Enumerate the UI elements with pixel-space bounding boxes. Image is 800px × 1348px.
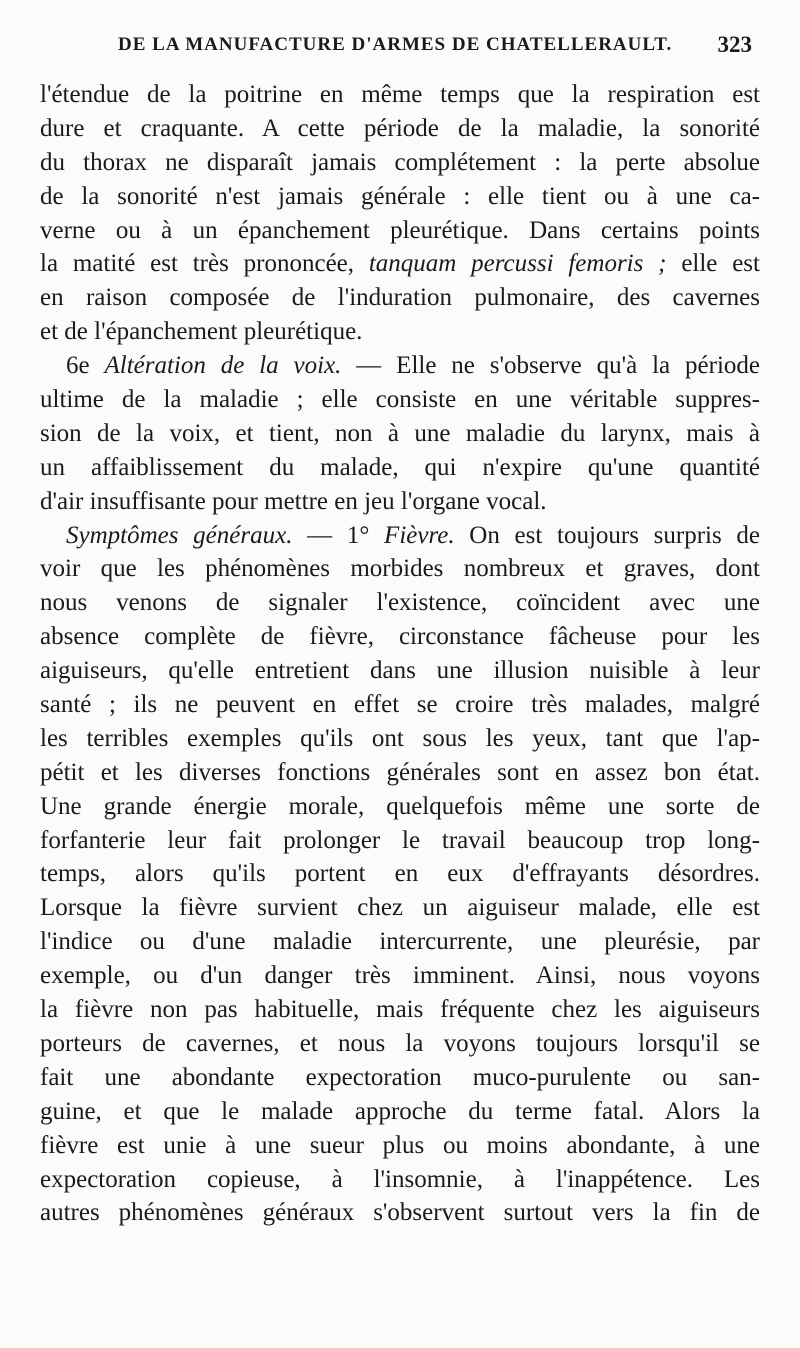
running-title: DE LA MANUFACTURE D'ARMES DE CHATELLERAULT. — [118, 34, 673, 55]
text-line — [40, 857, 760, 891]
text-line — [40, 620, 760, 654]
text-line — [40, 959, 760, 993]
line-text: dure et craquante. A cette période de la maladie, la sonorité — [40, 114, 760, 142]
text-line — [40, 1027, 760, 1061]
line-text: On est toujours surpris de — [454, 521, 760, 549]
text-line — [40, 349, 760, 383]
line-text: sion de la voix, et tient, non à une maladie du larynx, mais à — [40, 419, 760, 447]
text-line — [40, 180, 760, 214]
italic-text: Fièvre. — [384, 521, 455, 549]
line-text: les terribles exemples qu'ils ont sous les yeux, tant que l'ap- — [40, 724, 760, 752]
line-text: fièvre est unie à une sueur plus ou moins abondante, à une — [40, 1131, 760, 1159]
line-text: Lorsque la fièvre survient chez un aiguiseur malade, elle est — [40, 894, 760, 922]
text-line — [40, 1095, 760, 1129]
text-line — [40, 925, 760, 959]
text-line — [40, 824, 760, 858]
line-text: autres phénomènes généraux s'observent surtout vers la fin de — [40, 1199, 760, 1227]
line-text: voir que les phénomènes morbides nombreux et graves, dont — [40, 555, 760, 583]
text-line — [40, 451, 760, 485]
line-text: l'indice ou d'une maladie intercurrente, une pleurésie, par — [40, 928, 760, 956]
text-line — [40, 654, 760, 688]
line-text: la matité est très prononcée, — [40, 250, 369, 278]
line-text: verne ou à un épanchement pleurétique. Dans certains points — [40, 216, 760, 244]
line-text: temps, alors qu'ils portent en eux d'effrayants désordres. — [40, 860, 760, 888]
text-line — [40, 417, 760, 451]
text-line — [40, 485, 760, 519]
line-text: la fièvre non pas habituelle, mais fréquente chez les aiguiseurs — [40, 996, 760, 1024]
line-text: pétit et les diverses fonctions générales sont en assez bon état. — [40, 758, 760, 786]
text-line — [40, 146, 760, 180]
line-text: du thorax ne disparaît jamais complétement : la perte absolue — [40, 148, 760, 176]
line-text: absence complète de fièvre, circonstance fâcheuse pour les — [40, 623, 760, 651]
line-text: l'étendue de la poitrine en même temps que la respiration est — [40, 81, 760, 108]
line-text: expectoration copieuse, à l'insomnie, à l'inappétence. Les — [40, 1165, 760, 1193]
text-line — [40, 1129, 760, 1163]
text-line — [40, 112, 760, 146]
text-line — [40, 315, 760, 349]
page-number: 323 — [717, 32, 752, 57]
text-line — [40, 383, 760, 417]
line-text: — Elle ne s'observe qu'à la période — [341, 352, 760, 380]
text-line — [40, 247, 760, 281]
body-text — [40, 78, 760, 1230]
text-line — [40, 1196, 760, 1230]
text-line — [40, 586, 760, 620]
text-line — [40, 756, 760, 790]
italic-text: Altération de la voix. — [104, 352, 342, 380]
italic-text: Symptômes généraux. — [66, 521, 293, 549]
line-text: elle est — [666, 250, 760, 278]
line-text: fait une abondante expectoration muco-purulente ou san- — [40, 1063, 760, 1091]
text-line — [40, 519, 760, 553]
text-line — [40, 1163, 760, 1197]
text-line — [40, 891, 760, 925]
line-text: un affaiblissement du malade, qui n'expire qu'une quantité — [40, 453, 760, 481]
text-line — [40, 993, 760, 1027]
line-text: 6e — [66, 352, 105, 380]
line-text: et de l'épanchement pleurétique. — [40, 318, 363, 346]
italic-text: tanquam percussi femoris ; — [368, 250, 667, 278]
text-line — [40, 214, 760, 248]
line-text: ultime de la maladie ; elle consiste en une véritable suppres- — [40, 386, 760, 414]
text-line — [40, 790, 760, 824]
line-text: Une grande énergie morale, quelquefois même une sorte de — [40, 792, 760, 820]
text-line — [40, 722, 760, 756]
line-text: de la sonorité n'est jamais générale : elle tient ou à une ca- — [40, 182, 760, 210]
line-text: aiguiseurs, qu'elle entretient dans une illusion nuisible à leur — [40, 657, 760, 685]
line-text: guine, et que le malade approche du terme fatal. Alors la — [40, 1097, 760, 1125]
text-line — [40, 1061, 760, 1095]
line-text: d'air insuffisante pour mettre en jeu l'organe vocal. — [40, 487, 547, 515]
line-text: forfanterie leur fait prolonger le travail beaucoup trop long- — [40, 826, 760, 854]
text-line — [40, 78, 760, 112]
line-text: en raison composée de l'induration pulmonaire, des cavernes — [40, 284, 760, 312]
text-line — [40, 281, 760, 315]
running-head — [118, 34, 758, 64]
line-text: nous venons de signaler l'existence, coïncident avec une — [40, 589, 760, 617]
line-text: santé ; ils ne peuvent en effet se croire très malades, malgré — [40, 691, 760, 719]
text-line — [40, 688, 760, 722]
line-text: porteurs de cavernes, et nous la voyons toujours lorsqu'il se — [40, 1029, 760, 1057]
line-text: — 1° — [292, 521, 385, 549]
text-line — [40, 552, 760, 586]
line-text: exemple, ou d'un danger très imminent. Ainsi, nous voyons — [40, 962, 760, 990]
